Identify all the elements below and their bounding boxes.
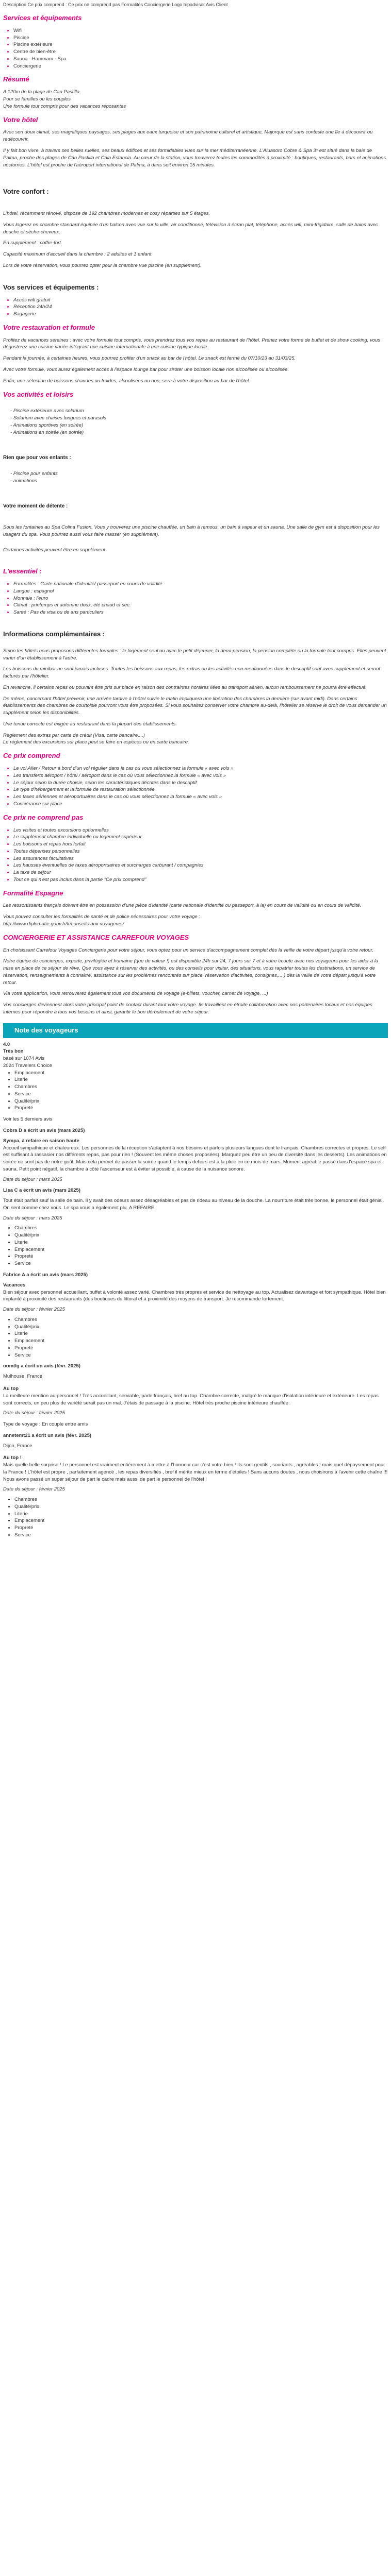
hotel-title: Votre hôtel: [3, 115, 38, 124]
confort-title: Votre confort :: [3, 188, 49, 196]
confort-paragraph: En supplément : coffre-fort.: [3, 240, 62, 246]
prix-inclus-title: Ce prix comprend: [3, 752, 60, 760]
rating-category: • Service: [14, 1091, 388, 1098]
review-author: oomtlg a écrit un avis (févr. 2025): [3, 1363, 80, 1369]
review-author: Fabrice A a écrit un avis (mars 2025): [3, 1272, 88, 1278]
review-body: Bien séjour avec personnel accueillant, buffet à volonté assez varié. Chambres très propres et service de nettoyage au top. Actualisez davantage et fort sympathique. Hôtel bien implanté à proximité des restaurants (des boutiques du littoral et à proximité des moyens de transport. Je recommande fortement.: [3, 1289, 386, 1302]
infos-paragraph: Selon les hôtels nous proposons différentes formules : le logement seul ou avec le petit déjeuner, la demi-pension, la pension complète ou la formule tout compris. Elles peuvent varier d'un établissement à l'autre.: [3, 648, 386, 661]
formalite-paragraph: Vous pouvez consulter les formalités de santé et de police nécessaires pour votre voyage :: [3, 914, 200, 920]
reviews-summary: [3, 1041, 388, 1123]
formalite-link[interactable]: http://www.diplomatie.gouv.fr/fr/conseils-aux-voyageurs/: [3, 921, 124, 927]
review-category: • Emplacement: [14, 1337, 388, 1345]
review-item: [3, 1432, 388, 1450]
review-category: • Chambres: [14, 1225, 388, 1232]
essentiel-item: • Monnaie : l'euro: [13, 595, 388, 602]
enfants-item: - animations: [10, 478, 388, 485]
review-category: • Emplacement: [14, 1517, 388, 1524]
resume-line: A 120m de la plage de Can Pastilla: [3, 89, 80, 95]
prix-inclus-item: • Le séjour selon la durée choisie, selon les caractéristiques décrites dans le descriptif: [13, 779, 388, 787]
equip-item: • Bagagerie: [13, 311, 388, 318]
formalite-paragraph: Les ressortissants français doivent être en possession d'une pièce d'identité (carte nationale d'identité ou passeport, à la) en cours de validité ou en cours de validité.: [3, 903, 362, 909]
review-author: annetemt21 a écrit un avis (févr. 2025): [3, 1432, 92, 1438]
rating-category: • Propreté: [14, 1105, 388, 1112]
essentiel-list: [3, 581, 388, 616]
review-category: • Propreté: [14, 1524, 388, 1532]
review-category: • Chambres: [14, 1316, 388, 1324]
reviews-sublabel[interactable]: Voir les 5 derniers avis: [3, 1116, 53, 1123]
essentiel-item: • Formalités : Carte nationale d'identité/ passeport en cours de validité.: [13, 581, 388, 588]
activites-item: - Animations sportives (en soirée): [10, 422, 388, 429]
rating-categories: [3, 1070, 388, 1112]
enfants-item: - Piscine pour enfants: [10, 470, 388, 478]
conciergerie-paragraph: Vos concierges deviennent alors votre principal point de contact durant tout votre voyage. Ils travaillent en étroite collaboration avec nos partenaires locaux et nos équipes internes pour répondre à tous vos besoins et ainsi, garantir le bon déroulement de votre séjour.: [3, 1002, 372, 1015]
resto-paragraph: Pendant la journée, à certaines heures, vous pourrez profiter d'un snack au bar de l'hôtel. Le snack est fermé du 07/10/23 au 31/03/25.: [3, 355, 296, 362]
prix-inclus-item: • Conciérance sur place: [13, 801, 388, 808]
prix-exclus-item: • Les visites et toutes excursions optionnelles: [13, 827, 388, 834]
review-author: Lisa C a écrit un avis (mars 2025): [3, 1188, 80, 1194]
review-category: • Service: [14, 1532, 388, 1539]
infos-paragraph: En revanche, il certains repas ou pouvant être pris sur place en raison des contraintes horaires liées au transport aérien, aucun remboursement ne pourra être effectué.: [3, 684, 367, 690]
review-category: • Service: [14, 1260, 388, 1267]
prix-inclus-item: • Les transferts aéroport / hôtel / aéroport dans le cas où vous sélectionnez la formule « avec vols »: [13, 772, 388, 779]
services-item: • Wifi: [13, 27, 388, 35]
review-body: Tout était parfait sauf la salle de bain. Il y avait des odeurs assez désagréables et pas de rideau au niveau de la douche. La nourriture était très bonne, le personnel était génial. On sent comme chez vous. Le spa vous a également plu. A REFAIRE: [3, 1198, 384, 1211]
review-category: • Chambres: [14, 1496, 388, 1503]
essentiel-item: • Climat : printemps et automne doux, été chaud et sec.: [13, 602, 388, 609]
infos-payment: [3, 732, 388, 747]
detente-paragraph: Sous les fontaines au Spa Colina Fusion. Vous y trouverez une piscine chauffée, un bain à remous, un bain à vapeur et un sauna. Une salle de gym est à disposition pour les usagers du spa. Vous pourrez aussi vous faire masser (en supplément).: [3, 524, 380, 537]
review-item: [3, 1127, 388, 1183]
infos-paragraph: Le règlement des excursions sur place peut se faire en espèces ou en carte bancaire.: [3, 739, 189, 745]
reviews-score: 4.0: [3, 1041, 10, 1047]
review-body: Type de voyage : En couple entre amis: [3, 1421, 88, 1428]
review-date: Date du séjour : février 2025: [3, 1486, 65, 1493]
confort-paragraph: Capacité maximum d'accueil dans la chambre : 2 adultes et 1 enfant.: [3, 251, 153, 258]
prix-exclus-item: • La taxe de séjour: [13, 869, 388, 876]
equip-item: • Réception 24h/24: [13, 303, 388, 311]
detente-paragraph: Certaines activités peuvent être en supplément.: [3, 547, 107, 553]
reviews-count: basé sur 1074 Avis: [3, 1056, 45, 1062]
enfants-title: Rien que pour vos enfants :: [3, 455, 71, 461]
infos-paragraph: Règlement des extras par carte de crédit (Visa, carte bancaire,...): [3, 732, 145, 738]
prix-exclus-item: • Les hausses éventuelles de taxes aéroportuaires et surcharges carburant / compagnies: [13, 862, 388, 869]
review-categories: [3, 1225, 388, 1267]
review-category: • Emplacement: [14, 1246, 388, 1253]
resto-paragraph: Profitez de vacances sereines : avec votre formule tout compris, vous prendrez tous vos repas au restaurant de l'hôtel. Prenez votre forme de buffet et de show cooking, vous dégusterez une cuisine variée intégrant une cuisine internationale à une cuisine typique locale.: [3, 337, 381, 350]
services-item: • Centre de bien-être: [13, 48, 388, 56]
prix-exclus-item: • Tout ce qui n'est pas inclus dans la partie "Ce prix comprend": [13, 876, 388, 884]
confort-paragraph: Lors de votre réservation, vous pourrez opter pour la chambre vue piscine (en supplément).: [3, 262, 202, 268]
review-item: [3, 1421, 388, 1428]
review-title: Sympa, à refaire en saison haute: [3, 1138, 79, 1144]
review-item: [3, 1454, 388, 1538]
essentiel-item: • Langue : espagnol: [13, 588, 388, 595]
essentiel-item: • Santé : Pas de visa ou de ans particuliers: [13, 609, 388, 616]
prix-exclus-item: • Les assurances facultatives: [13, 855, 388, 862]
review-location: Mulhouse, France: [3, 1374, 43, 1380]
services-item: • Piscine: [13, 35, 388, 42]
equip-list: [3, 297, 388, 318]
review-body: Mais quelle belle surprise ! Le personnel est vraiment entièrement à mettre à l'honneur car c'est votre bien ! Ils sont gentils , souriants , agréables ! mais quel dépaysement pour la France ! L'hôtel est propre , parfaitement agencé , les repas diversifiés , bref il mérite mieux en terme d'étoiles ! Sans aucuns doutes , nous choisirons à l'avenir cette chaîne !!! Nous avons passé un super séjour de part le cadre mais aussi de part le personnel de l'hôtel !: [3, 1462, 388, 1482]
review-title: Au top !: [3, 1455, 22, 1461]
prix-inclus-list: [3, 765, 388, 808]
review-category: • Service: [14, 1352, 388, 1359]
reviews-rating: Très bon: [3, 1048, 24, 1055]
review-category: • Literie: [14, 1330, 388, 1337]
prix-inclus-item: • Le vol Aller / Retour à bord d'un vol régulier dans le cas où vous sélectionnez la formule « avec vols »: [13, 765, 388, 772]
resume-title: Résumé: [3, 75, 29, 83]
confort-paragraph: L'hôtel, récemment rénové, dispose de 192 chambres modernes et cosy réparties sur 5 étages.: [3, 211, 210, 217]
activites-title: Vos activités et loisirs: [3, 390, 74, 398]
conciergerie-paragraph: Via votre application, vous retrouverez également tous vos documents de voyage (e-billets, voucher, carnet de voyage, ...): [3, 991, 268, 997]
review-date: Date du séjour : mars 2025: [3, 1215, 62, 1221]
review-title: Au top: [3, 1385, 19, 1392]
prix-inclus-item: • Les taxes aériennes et aéroportuaires dans le cas où vous sélectionnez la formule « avec vols »: [13, 793, 388, 801]
review-category: • Literie: [14, 1239, 388, 1246]
prix-inclus-item: • Le type d'hébergement et la formule de restauration sélectionnée: [13, 786, 388, 793]
equip-item: • Accès wifi gratuit: [13, 297, 388, 304]
formalite-title: Formalité Espagne: [3, 889, 63, 897]
activites-item: - Animations en soirée (en soirée): [10, 429, 388, 436]
equip-title: Vos services et équipements :: [3, 283, 99, 291]
review-date: Date du séjour : février 2025: [3, 1307, 65, 1313]
rating-category: • Qualité/prix: [14, 1098, 388, 1105]
review-category: • Qualité/prix: [14, 1232, 388, 1239]
confort-paragraph: Vous logerez en chambre standard équipée d'un balcon avec vue sur la ville, air conditionné, télévision à écran plat, téléphone, accès wifi, mini-frigidaire, salle de bains avec douche et sèche-cheveux.: [3, 222, 378, 235]
hotel-paragraph: Avec son doux climat, ses magnifiques paysages, ses plages aux eaux turquoise et son patrimoine culturel et artistique, Majorque est sans conteste une île à découvrir ou redécouvrir.: [3, 129, 373, 143]
services-item: • Sauna - Hammam - Spa: [13, 56, 388, 63]
rating-category: • Literie: [14, 1076, 388, 1083]
reviews-list: [3, 1127, 388, 1539]
services-item: • Conciergerie: [13, 63, 388, 70]
review-category: • Qualité/prix: [14, 1503, 388, 1511]
rating-category: • Emplacement: [14, 1070, 388, 1077]
prix-exclus-item: • Le supplément chambre individuelle ou logement supérieur: [13, 834, 388, 841]
infos-title: Informations complémentaires :: [3, 630, 105, 638]
prix-exclus-title: Ce prix ne comprend pas: [3, 813, 84, 821]
resto-paragraph: Enfin, une sélection de boissons chaudes ou froides, alcoolisées ou non, sera à votre disposition au bar de l'hôtel.: [3, 378, 250, 384]
review-item: [3, 1385, 388, 1417]
intro-line: Description Ce prix comprend : Ce prix ne comprend pas Formalités Conciergerie Logo tripadvisor Avis Client: [3, 2, 228, 7]
prix-exclus-item: • Toutes dépenses personnelles: [13, 848, 388, 855]
infos-paragraph: De même, concernant l'hôtel prévenir, une arrivée tardive à l'hôtel suivie le matin impliquera une libération des chambres la dernière (sur avant midi). Dans certains établissements des chambres de courtoisie pourront vous être proposées. Si vous souhaitez conserver votre chambre au-delà, l'hôtelier se réserve le droit de vous demander un supplément selon les disponibilités.: [3, 696, 387, 716]
resto-title: Votre restauration et formule: [3, 323, 95, 331]
review-date: Date du séjour : mars 2025: [3, 1176, 62, 1182]
prix-exclus-list: [3, 827, 388, 884]
activites-item: - Piscine extérieure avec solarium: [10, 408, 388, 415]
review-categories: [3, 1316, 388, 1359]
essentiel-title: L'essentiel :: [3, 567, 42, 575]
review-category: • Propreté: [14, 1253, 388, 1260]
formalite-links: [3, 913, 388, 928]
reviews-header: Note des voyageurs: [3, 1023, 388, 1038]
services-title: Services et équipements: [3, 14, 82, 22]
review-category: • Propreté: [14, 1345, 388, 1352]
activites-list: [3, 408, 388, 436]
infos-paragraph: Une tenue correcte est exigée au restaurant dans la plupart des établissements.: [3, 721, 177, 727]
review-date: Date du séjour : février 2025: [3, 1410, 65, 1416]
reviews-award: 2024 Travelers Choice: [3, 1062, 53, 1069]
review-item: [3, 1187, 388, 1267]
review-item: [3, 1272, 388, 1359]
review-item: [3, 1363, 388, 1380]
conciergerie-paragraph: En choisissant Carrefour Voyages Conciergerie pour votre séjour, vous optez pour un service d'accompagnement complet dès la veille de votre départ jusqu'à votre retour.: [3, 947, 373, 953]
detente-title: Votre moment de détente :: [3, 503, 68, 510]
review-title: Vacances: [3, 1282, 26, 1288]
review-body: La meilleure mention au personnel ! Très accueillant, serviable, parle français, bref au top. Chambre correcte, malgré le manque d'isolation intérieure et extérieure. Les repas sont corrects, un peu plus de variété serait pas un mal. J'étais de passage à la piscine. Hôtel très proche piscine intérieure chauffée.: [3, 1393, 379, 1406]
resto-paragraph: Avec votre formule, vous aurez également accès à l'espace lounge bar pour siroter une boisson locale non alcoolisée ou alcoolisée.: [3, 367, 289, 373]
enfants-list: [3, 470, 388, 485]
review-location: Dijon, France: [3, 1443, 32, 1449]
resume-line: Une formule tout compris pour des vacances reposantes: [3, 103, 126, 109]
resume-line: Pour se familles ou les couples: [3, 96, 71, 103]
review-categories: [3, 1496, 388, 1539]
resume-block: [3, 89, 388, 110]
activites-item: - Solarium avec chaises longues et parasols: [10, 415, 388, 422]
infos-paragraph: Les boissons du minibar ne sont jamais incluses. Toutes les boissons aux repas, les extras ou les activités non mentionnées dans le descriptif sont avec supplément et seront facturés par l'hôtelier.: [3, 666, 381, 680]
review-category: • Qualité/prix: [14, 1324, 388, 1331]
conciergerie-title: CONCIERGERIE ET ASSISTANCE CARREFOUR VOYAGES: [3, 933, 189, 941]
review-body: Accueil sympathique et chaleureux. Les personnes de la réception s'adaptent à nos besoins et parfois plusieurs langues dont le français. Chambres correctes et propres. Le self est suffisant à rassasier nos différents repas, pas pour rien ! (Souvent les même choses proposées). Marquez peu être un peu de diversité dans les desserts). Les animations en soirée ne sont pas de notre goût. Mais cela permet de passer la soirée quand le temps dehors est à la pluie en ce mois de mars. Moment agréable passé dans l'espace spa et sauna. Petit point négatif, la chambre à côté l'ascenseur est à éviter si possible, à cause de la nuisance sonore.: [3, 1145, 387, 1172]
rating-category: • Chambres: [14, 1083, 388, 1091]
conciergerie-paragraph: Notre équipe de concierges, experte, privilégiée et humaine (que de valeur !) est disponible 24h sur 24, 7 jours sur 7 et à votre écoute avec nos voyageurs pour les aider à la mise en place de ce séjour de rêve. Que vous ayez à réserver des activités, ou des conseils pour visiter, des situations, vous rapatrier toutes les destinations, un service de réservation, renseignements à connaître, assistance sur les problèmes rencontrés sur place, réservation d'activités, consignes,... ) dès la veille de votre départ jusqu'à votre retour.: [3, 958, 379, 986]
services-item: • Piscine extérieure: [13, 41, 388, 48]
review-author: Cobra D a écrit un avis (mars 2025): [3, 1128, 85, 1133]
hotel-paragraph: Il y fait bon vivre, à travers ses belles ruelles, ses beaux édifices et ses formidables vues sur la mer méditerranéenne. L'Aluasoro Cobre & Spa 3* est situé dans la baie de Palma, proche des plages de Can Pastilla et Cala Estancia. Au cœur de la station, vous trouverez toutes les commodités à proximité : boutiques, restaurants, bars et animations nocturnes. L'hôtel est proche de l'aéroport international de Palma, à dans seit environ 15 minutes.: [3, 148, 386, 168]
review-category: • Literie: [14, 1511, 388, 1518]
prix-exclus-item: • Les boissons et repas hors forfait: [13, 841, 388, 848]
services-list: [3, 27, 388, 70]
